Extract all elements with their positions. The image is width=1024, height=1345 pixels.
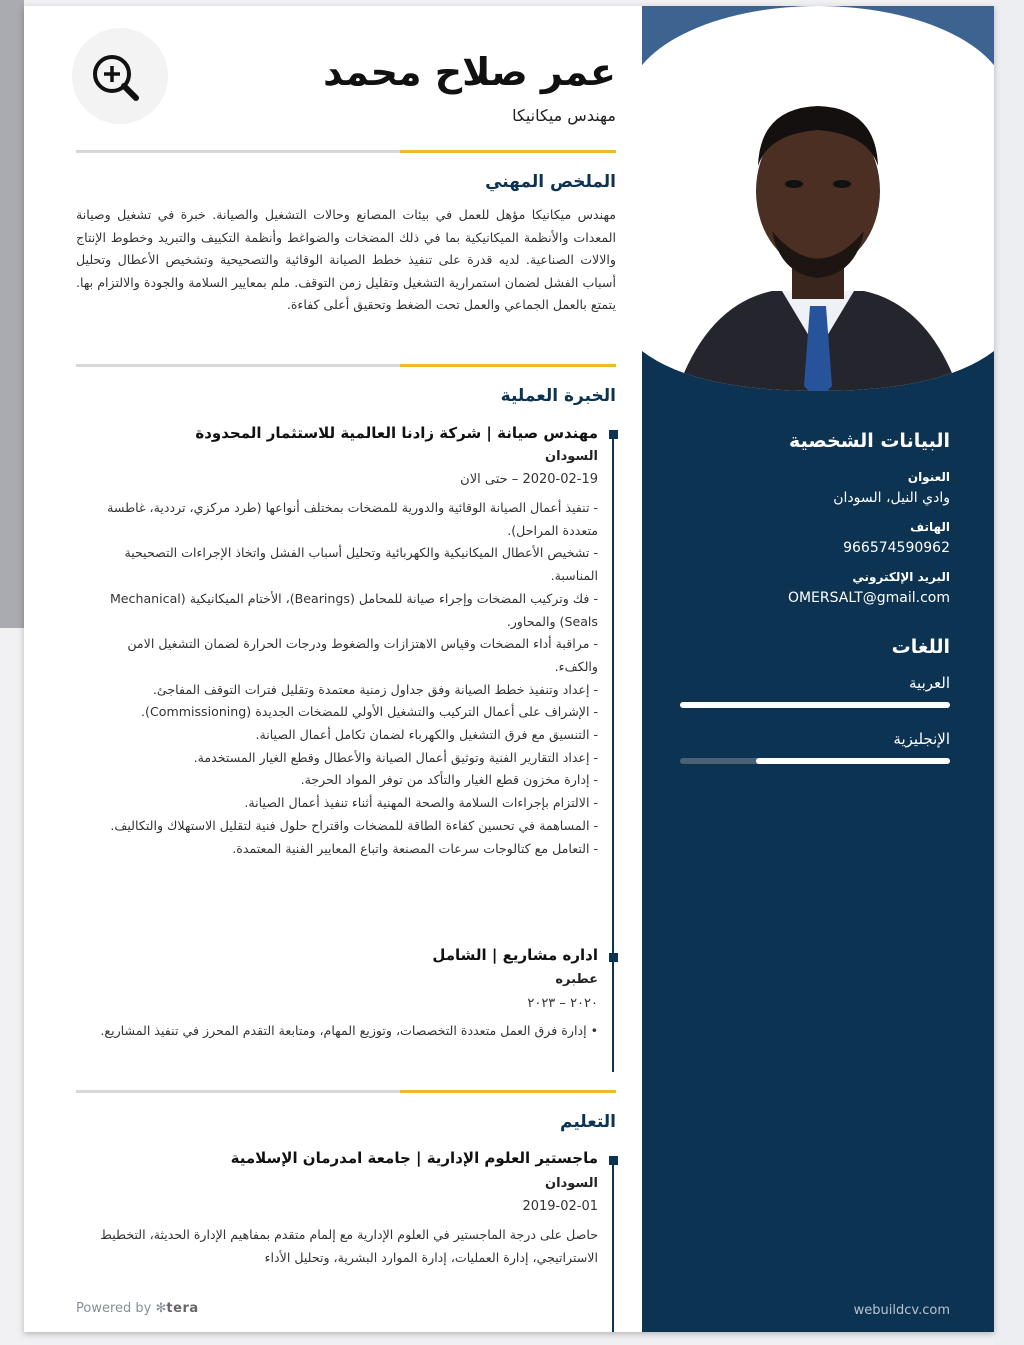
education-timeline — [612, 1160, 614, 1332]
bullet-item: - إدارة مخزون قطع الغيار والتأكد من توفر المواد الحرجة. — [300, 772, 598, 788]
tera-logo-icon: ✻ — [155, 1301, 167, 1316]
phone-label: الهاتف — [910, 520, 950, 534]
bullet-item: - تشخيص الأعطال الميكانيكية والكهربائية وتحليل أسباب الفشل واتخاذ الإجراءات التصحيحية المناسبة. — [124, 545, 598, 584]
job-date-2: ٢٠٢٠ – ٢٠٢٣ — [527, 996, 598, 1011]
language-level-fill — [756, 758, 950, 764]
experience-timeline — [612, 434, 614, 1072]
education-date: 2019-02-01 — [522, 1199, 598, 1214]
job-title-1: مهندس صيانة | شركة زادنا العالمية للاستثمار المحدودة — [195, 424, 598, 442]
bullet-item: - إعداد وتنفيذ خطط الصيانة وفق جداول زمنية معتمدة وتقليل فترات التوقف المفاجئ. — [152, 681, 598, 697]
section-divider — [76, 150, 616, 153]
languages-heading: اللغات — [891, 636, 950, 658]
languages-list — [680, 674, 950, 764]
education-heading: التعليم — [560, 1112, 616, 1132]
language-name: الإنجليزية — [893, 730, 950, 748]
bullet-item: - الإشراف على أعمال التركيب والتشغيل الأولي للمضخات الجديدة (Commissioning). — [141, 704, 598, 720]
bullet-item: - تنفيذ أعمال الصيانة الوقائية والدورية للمضخات بمختلف أنواعها (طرد مركزي، ترددية، غاطسة متعددة المراحل). — [107, 500, 598, 538]
email-label: البريد الإلكتروني — [852, 570, 950, 584]
candidate-name: عمر صلاح محمد — [323, 50, 616, 94]
candidate-title: مهندس ميكانيكا — [512, 106, 616, 125]
cv-page — [24, 6, 994, 1332]
background-strip — [0, 0, 24, 628]
section-divider — [76, 364, 616, 367]
sidebar — [642, 6, 994, 1332]
address-value: وادي النيل، السودان — [833, 490, 950, 506]
language-name: العربية — [909, 674, 950, 692]
powered-by — [76, 1301, 199, 1316]
site-watermark: webuildcv.com — [853, 1303, 950, 1318]
education-location: السودان — [545, 1176, 598, 1191]
bullet-item: - فك وتركيب المضخات وإجراء صيانة للمحامل (Bearings)، الأختام الميكانيكية (Mechanical Seals) والمحاور. — [109, 590, 598, 629]
timeline-marker — [609, 430, 618, 439]
zoom-in-icon — [72, 28, 168, 124]
bullet-item: - التعامل مع كتالوجات سرعات المصنعة واتباع المعايير الفنية المعتمدة. — [232, 840, 598, 856]
experience-heading: الخبرة العملية — [500, 386, 616, 406]
profile-photo — [642, 6, 994, 396]
bullet-item: - مراقبة أداء المضخات وقياس الاهتزازات والضغوط ودرجات الحرارة لضمان التشغيل الامن والكفء. — [127, 636, 598, 674]
job-location-2: عطبره — [555, 972, 598, 987]
job-bullets-1 — [92, 497, 598, 860]
bullet-item: - الالتزام بإجراءات السلامة والصحة المهنية أثناء تنفيذ أعمال الصيانة. — [244, 795, 598, 811]
job-location-1: السودان — [545, 449, 598, 464]
education-title: ماجستير العلوم الإدارية | جامعة امدرمان الإسلامية — [230, 1149, 598, 1167]
personal-info-section — [680, 430, 950, 606]
job-date-1: 2020-02-19 – حتى الان — [460, 472, 598, 487]
powered-by-label: Powered by — [76, 1301, 152, 1316]
language-level-fill — [680, 702, 950, 708]
job-title-2: اداره مشاريع | الشامل — [432, 946, 598, 964]
language-level-bar — [680, 702, 950, 708]
languages-section — [680, 636, 950, 764]
section-divider — [76, 1090, 616, 1093]
powered-by-brand: tera — [166, 1301, 199, 1316]
main-column — [76, 6, 616, 1332]
email-value: OMERSALT@gmail.com — [787, 590, 950, 606]
bullet-item: - التنسيق مع فرق التشغيل والكهرباء لضمان تكامل أعمال الصيانة. — [255, 727, 598, 743]
job-bullets-2 — [92, 1020, 598, 1043]
summary-heading: الملخص المهني — [485, 172, 616, 192]
phone-value: 966574590962 — [843, 540, 950, 556]
bullet-item: • إدارة فرق العمل متعددة التخصصات، وتوزيع المهام، ومتابعة التقدم المحرز في تنفيذ المشاريع. — [100, 1023, 598, 1038]
zoom-button[interactable] — [72, 28, 168, 124]
timeline-marker — [609, 953, 618, 962]
personal-info-heading: البيانات الشخصية — [789, 430, 950, 452]
address-label: العنوان — [907, 470, 950, 484]
background-strip-right — [994, 0, 1024, 1345]
language-level-bar — [680, 758, 950, 764]
summary-text: مهندس ميكانيكا مؤهل للعمل في بيئات المصانع وحالات التشغيل والصيانة. خبرة في تشغيل وصيانة المعدات والأنظمة الميكانيكية بما في ذلك المضخات والضواغط وأنظمة التكييف والتبريد وخطوط الإنتاج والالات الصناعية. لديه قدرة على تنفيذ خطط الصيانة الوقائية والتصحيحية وتشخيص الأعطال وتحليل أسباب الفشل لضمان استمرارية التشغيل وتقليل زمن التوقف. ملم بمعايير السلامة والجودة والالتزام بها. يتمتع بالعمل الجماعي والعمل تحت الضغط وتحقيق أعلى كفاءة. — [76, 207, 616, 313]
education-description: حاصل على درجة الماجستير في العلوم الإدارية مع إلمام متقدم بمفاهيم الإدارة الحديثة، التخطيط الاستراتيجي، إدارة العمليات، إدارة الموارد البشرية، وتحليل الأداء — [100, 1227, 598, 1265]
bullet-item: - المساهمة في تحسين كفاءة الطاقة للمضخات واقتراح حلول فنية لتقليل الاستهلاك والتكاليف. — [110, 817, 598, 833]
profile-photo-area — [642, 6, 994, 396]
timeline-marker — [609, 1156, 618, 1165]
bullet-item: - إعداد التقارير الفنية وتوثيق أعمال الصيانة والأعطال وقطع الغيار المستخدمة. — [193, 749, 598, 765]
